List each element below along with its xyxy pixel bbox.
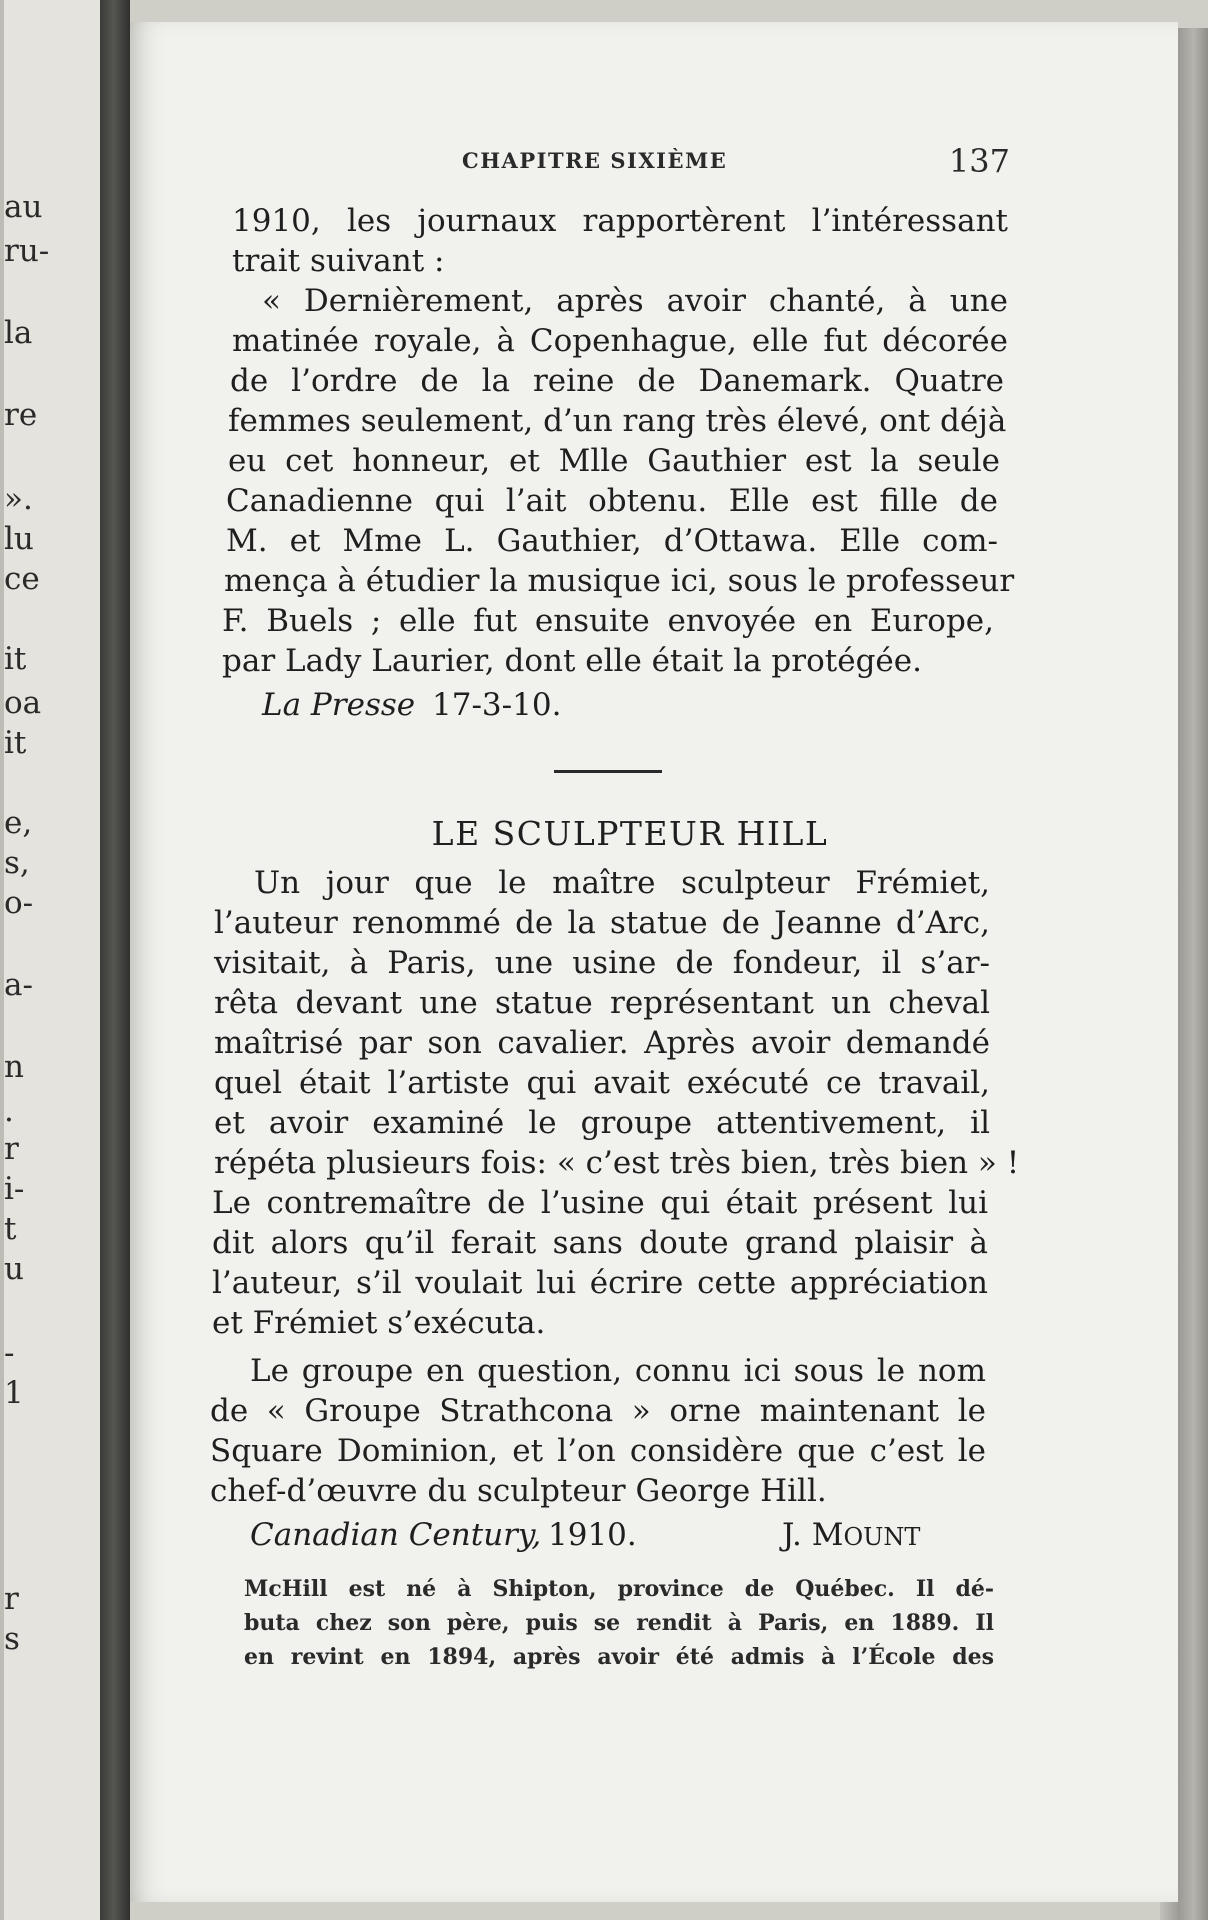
book-binding-gutter (100, 0, 130, 1920)
source-title: Canadian Century, (250, 1517, 542, 1553)
left-page-edge (0, 0, 100, 1920)
body-line: Le contremaître de l’usine qui était présent lui (212, 1185, 988, 1221)
author-smallcaps: OUNT (843, 1523, 921, 1551)
body-line: maîtrisé par son cavalier. Après avoir demandé (214, 1025, 990, 1061)
body-line: dit alors qu’il ferait sans doute grand plaisir à (212, 1225, 988, 1261)
left-fragment: 1 (4, 1375, 24, 1411)
left-fragment: lu (4, 521, 34, 557)
quote-line: eu cet honneur, et Mlle Gauthier est la seule (228, 443, 1000, 479)
body-line: Le groupe en question, connu ici sous le nom (250, 1353, 986, 1389)
left-fragment: u (4, 1251, 24, 1287)
left-fragment: r (4, 1581, 19, 1617)
left-fragment: i- (4, 1171, 25, 1207)
running-head: CHAPITRE SIXIÈME (462, 148, 728, 173)
left-fragment: ». (4, 481, 33, 517)
quote-line: Canadienne qui l’ait obtenu. Elle est fille de (226, 483, 998, 519)
left-fragment: n (4, 1049, 24, 1085)
left-fragment: a- (4, 967, 33, 1003)
source-date: 17-3-10. (432, 687, 562, 723)
source-year: 1910. (548, 1517, 637, 1553)
body-line: Square Dominion, et l’on considère que c’est le (210, 1433, 986, 1469)
quote-line: matinée royale, à Copenhague, elle fut décorée (232, 323, 1008, 359)
left-fragment: re (4, 397, 38, 433)
left-fragment: it (4, 725, 27, 761)
left-fragment: o- (4, 885, 34, 921)
quote-line: « Dernièrement, après avoir chanté, à une (262, 283, 1008, 319)
left-fragment: r (4, 1131, 19, 1167)
left-fragment: t (4, 1211, 17, 1247)
left-fragment: au (4, 189, 43, 225)
quote-line: mença à étudier la musique ici, sous le professeur (224, 563, 1015, 599)
quote-line: de l’ordre de la reine de Danemark. Quatre (230, 363, 1004, 399)
left-fragment: ce (4, 561, 40, 597)
quote-line: par Lady Laurier, dont elle était la protégée. (222, 643, 922, 679)
section-divider (554, 770, 662, 773)
left-fragment: it (4, 641, 27, 677)
body-line: 1910, les journaux rapportèrent l’intéressant (232, 203, 1008, 239)
section-title: LE SCULPTEUR HILL (431, 814, 829, 853)
body-line: et Frémiet s’exécuta. (212, 1305, 546, 1341)
left-fragment: la (4, 315, 33, 351)
source-title: La Presse (262, 687, 416, 723)
left-fragment: ru- (4, 233, 50, 269)
left-fragment: oa (4, 685, 42, 721)
body-line: rêta devant une statue représentant un cheval (214, 985, 990, 1021)
left-fragment: . (4, 1093, 14, 1129)
body-line: trait suivant : (232, 243, 445, 279)
body-line: quel était l’artiste qui avait exécuté ce travail, (214, 1065, 990, 1101)
footnote-line: buta chez son père, puis se rendit à Paris, en 1889. Il (244, 1610, 994, 1636)
body-line: l’auteur renommé de la statue de Jeanne d’Arc, (214, 905, 990, 941)
left-fragment: s, (4, 845, 30, 881)
author-signature (782, 1517, 921, 1553)
left-fragment: s (4, 1621, 20, 1657)
body-line: Un jour que le maître sculpteur Frémiet, (254, 865, 990, 901)
footnote-line: McHill est né à Shipton, province de Québec. Il dé- (244, 1576, 994, 1602)
body-line: chef-d’œuvre du sculpteur George Hill. (210, 1473, 827, 1509)
page-number: 137 (948, 142, 1010, 180)
body-line: l’auteur, s’il voulait lui écrire cette appréciation (212, 1265, 988, 1301)
left-fragment: e, (4, 805, 33, 841)
author-initial: J. M (782, 1517, 844, 1553)
body-line: répéta plusieurs fois: « c’est très bien, très bien » ! (214, 1145, 1020, 1181)
quote-line: F. Buels ; elle fut ensuite envoyée en Europe, (222, 603, 994, 639)
left-fragment: - (4, 1335, 15, 1371)
body-line: visitait, à Paris, une usine de fondeur, il s’ar- (214, 945, 990, 981)
body-line: de « Groupe Strathcona » orne maintenant le (210, 1393, 986, 1429)
quote-line: femmes seulement, d’un rang très élevé, ont déjà (228, 403, 1007, 439)
body-line: et avoir examiné le groupe attentivement, il (214, 1105, 990, 1141)
quote-line: M. et Mme L. Gauthier, d’Ottawa. Elle com- (226, 523, 998, 559)
footnote-line: en revint en 1894, après avoir été admis à l’École des (244, 1644, 994, 1670)
